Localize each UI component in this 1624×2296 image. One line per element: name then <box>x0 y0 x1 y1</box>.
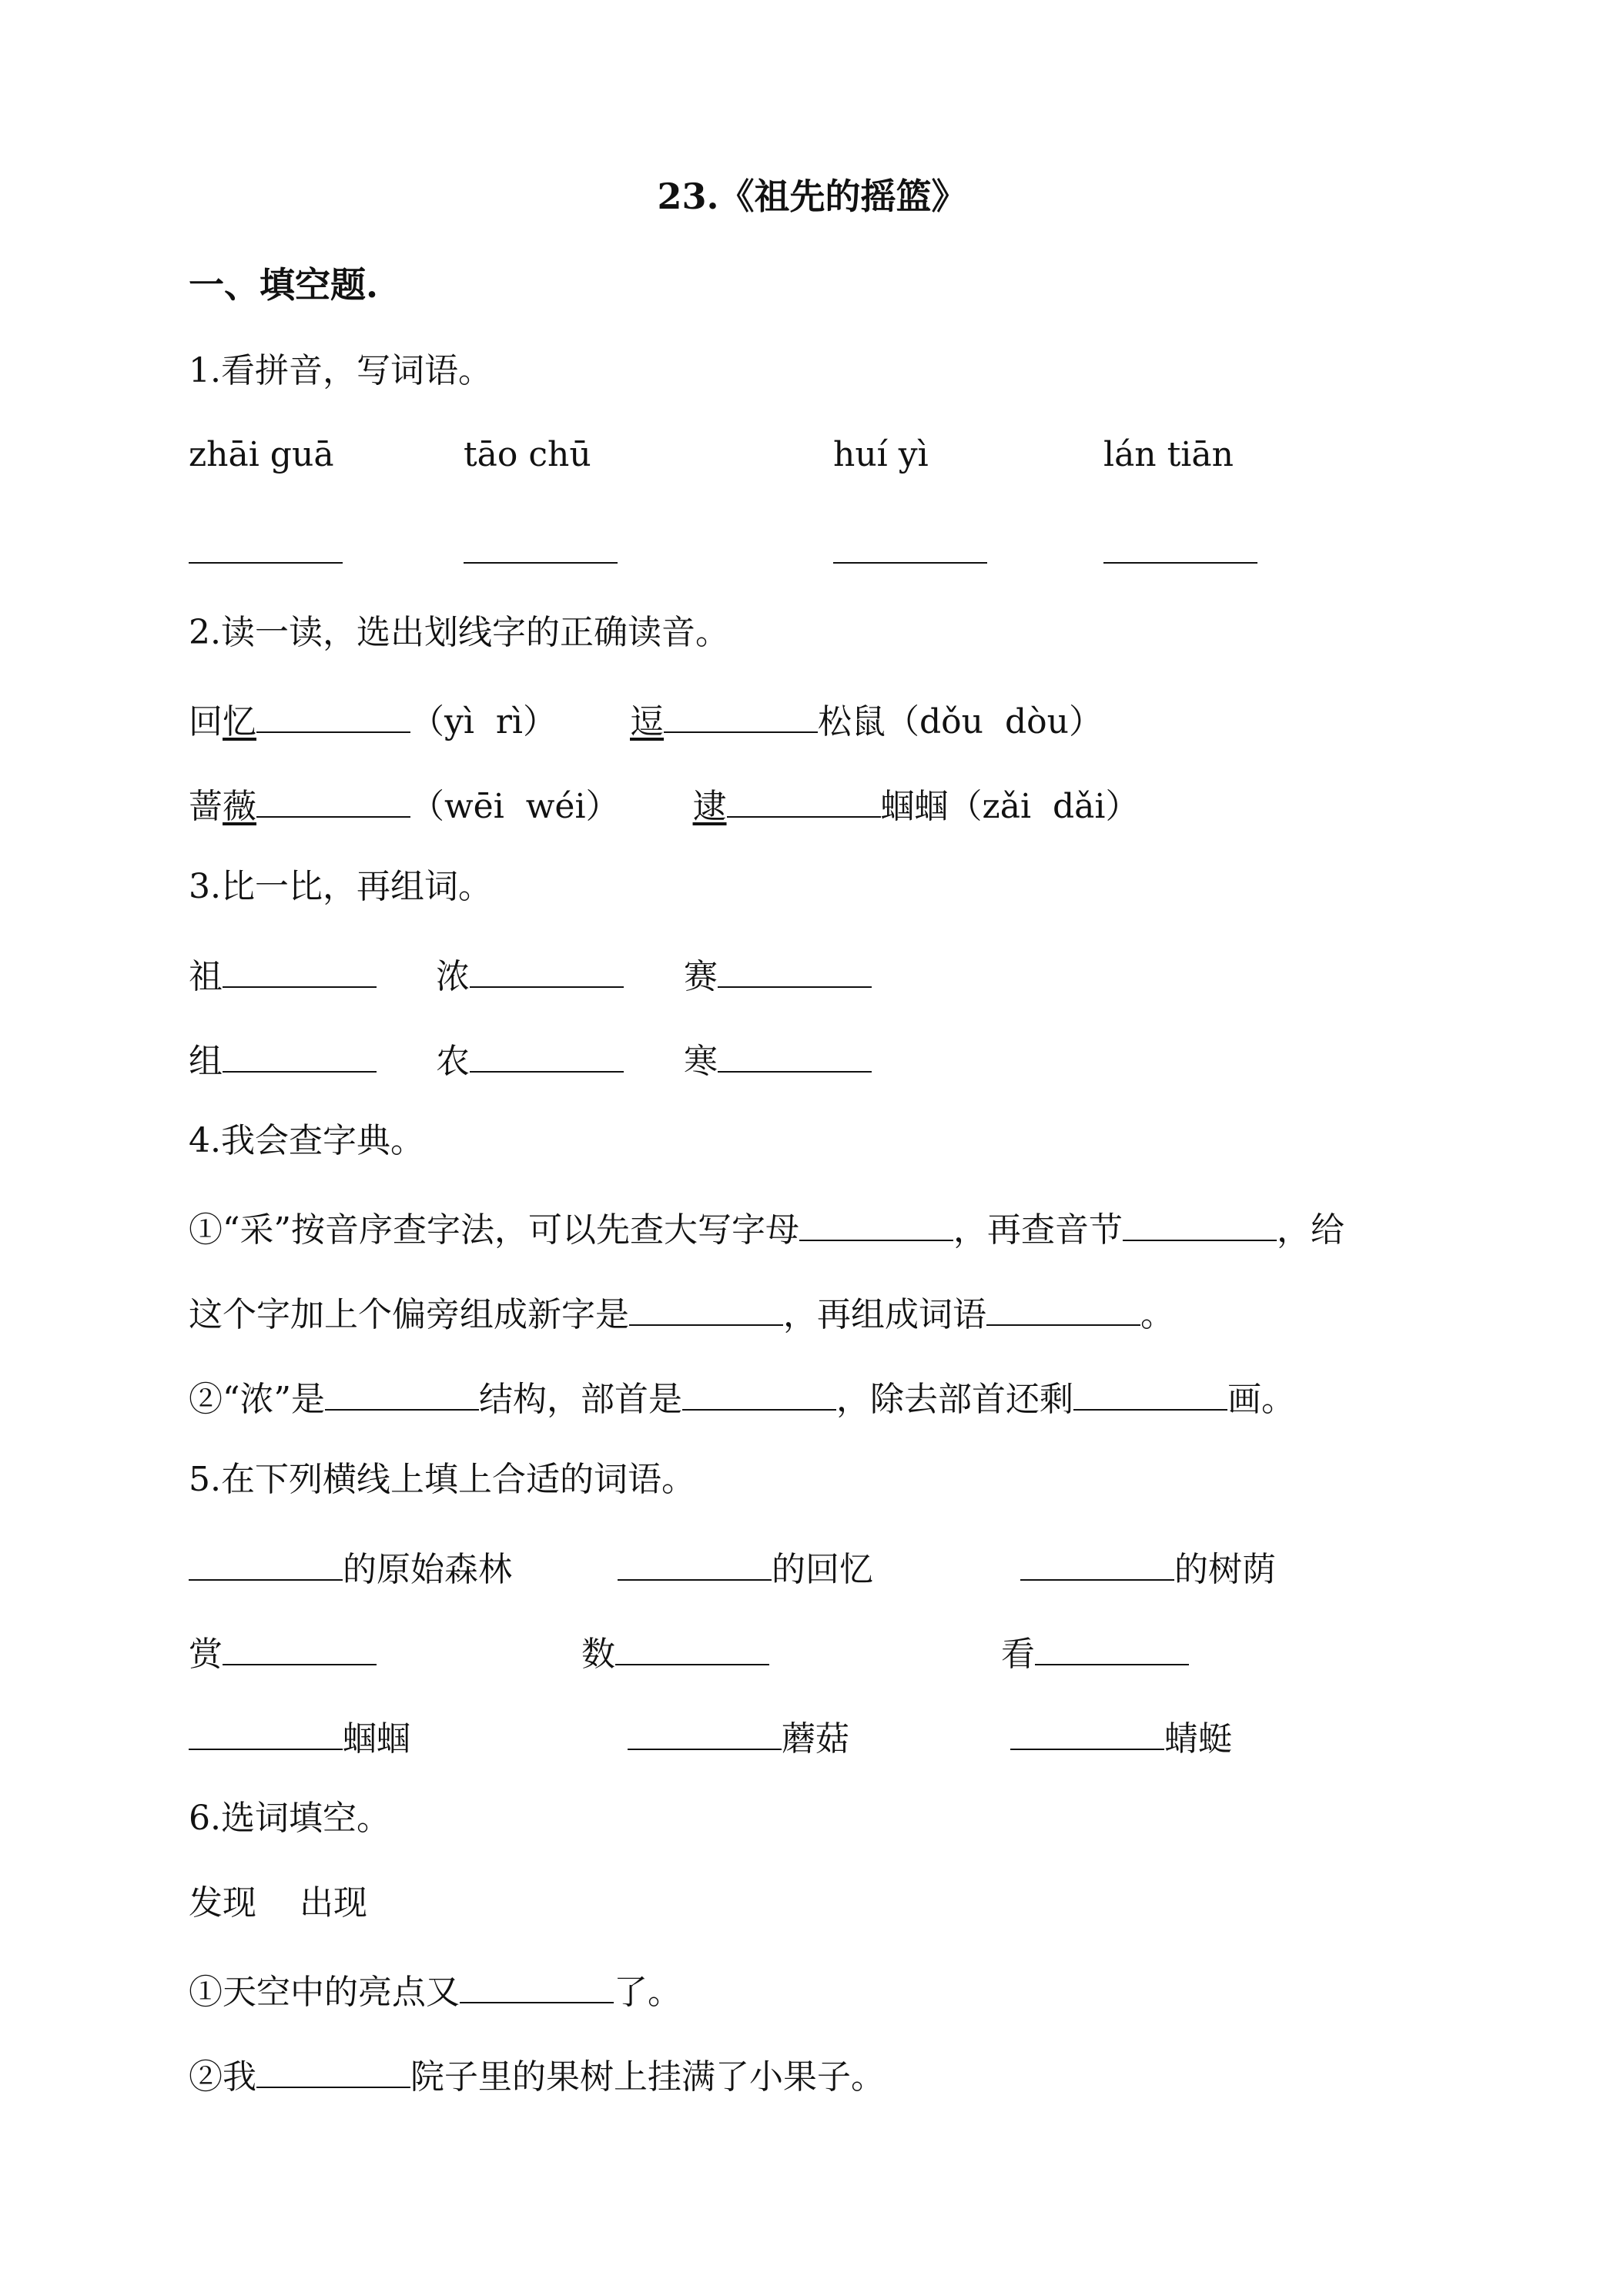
answer-blank[interactable] <box>460 1965 614 2003</box>
answer-blank[interactable] <box>256 2050 410 2088</box>
q5-item: 看 <box>1001 1626 1189 1675</box>
answer-blank[interactable] <box>464 525 618 564</box>
answer-blank[interactable] <box>682 1372 836 1411</box>
q3-prompt: 3.比一比，再组词。 <box>189 867 492 906</box>
q3-item: 寒 <box>684 1033 872 1083</box>
q4-line-3: ②“浓”是 结构，部首是 ，除去部首还剩 画。 <box>189 1372 1295 1418</box>
q2-options: （yì rì） <box>410 702 558 741</box>
q2-options: 蝈蝈（zǎi dǎi） <box>880 787 1140 826</box>
q5-prompt: 5.在下列横线上填上合适的词语。 <box>189 1460 695 1499</box>
answer-blank[interactable] <box>718 949 872 988</box>
q3-item: 浓 <box>436 949 624 998</box>
q5-item: 数 <box>581 1626 769 1675</box>
q5-item: 蝈蝈 <box>189 1711 410 1760</box>
q5-item: 赏 <box>189 1626 377 1675</box>
answer-blank[interactable] <box>223 949 377 988</box>
answer-blank[interactable] <box>628 1712 782 1750</box>
q1-pinyin-1: zhāi guā <box>189 435 334 474</box>
answer-blank[interactable] <box>615 1627 769 1665</box>
answer-blank[interactable] <box>223 1034 377 1073</box>
answer-blank[interactable] <box>189 1542 343 1581</box>
q5-item: 蘑菇 <box>628 1711 849 1760</box>
answer-blank[interactable] <box>1103 525 1257 564</box>
answer-blank[interactable] <box>833 525 987 564</box>
q1-pinyin-2: tāo chū <box>464 435 591 474</box>
answer-blank[interactable] <box>986 1287 1140 1326</box>
answer-blank[interactable] <box>727 779 881 818</box>
answer-blank[interactable] <box>256 694 410 733</box>
answer-blank[interactable] <box>1123 1203 1277 1241</box>
q4-prompt: 4.我会查字典。 <box>189 1121 424 1160</box>
answer-blank[interactable] <box>629 1287 783 1326</box>
q1-prompt: 1.看拼音，写词语。 <box>189 351 492 390</box>
answer-blank[interactable] <box>189 525 343 564</box>
q2-underlined-char: 忆 <box>223 702 256 741</box>
q5-item: 的原始森林 <box>189 1541 512 1591</box>
answer-blank[interactable] <box>470 1034 624 1073</box>
q1-pinyin-3: huí yì <box>833 435 929 474</box>
answer-blank[interactable] <box>1010 1712 1164 1750</box>
answer-blank[interactable] <box>664 694 818 733</box>
q5-item: 的回忆 <box>618 1541 873 1591</box>
answer-blank[interactable] <box>1020 1542 1174 1581</box>
q6-prompt: 6.选词填空。 <box>189 1799 390 1838</box>
q2-row-2 <box>189 779 1139 825</box>
answer-blank[interactable] <box>799 1203 953 1241</box>
q2-options: （wēi wéi） <box>410 787 620 826</box>
page-title: 23.《祖先的摇篮》 <box>657 176 967 217</box>
answer-blank[interactable] <box>718 1034 872 1073</box>
answer-blank[interactable] <box>223 1627 377 1665</box>
q2-underlined-char: 逮 <box>692 787 727 826</box>
q2-char: 回 <box>189 702 223 741</box>
answer-blank[interactable] <box>325 1372 479 1411</box>
q2-underlined-char: 逗 <box>630 702 665 741</box>
answer-blank[interactable] <box>618 1542 772 1581</box>
q5-item: 的树荫 <box>1020 1541 1276 1591</box>
q2-char: 蔷 <box>189 787 223 826</box>
q6-word-choices: 发现 出现 <box>189 1883 367 1923</box>
q1-pinyin-4: lán tiān <box>1103 435 1234 474</box>
answer-blank[interactable] <box>1073 1372 1227 1411</box>
q4-line-1: ①“采”按音序查字法，可以先查大写字母 ，再查音节 ，给 <box>189 1203 1344 1249</box>
q2-row-1 <box>189 694 1103 741</box>
q2-prompt: 2.读一读，选出划线字的正确读音。 <box>189 613 729 652</box>
q5-item: 蜻蜓 <box>1010 1711 1232 1760</box>
q6-sentence-1: ①天空中的亮点又 了。 <box>189 1965 681 2011</box>
q4-line-2: 这个字加上个偏旁组成新字是 ，再组成词语 。 <box>189 1287 1174 1334</box>
answer-blank[interactable] <box>256 779 410 818</box>
q3-item: 赛 <box>684 949 872 998</box>
q2-underlined-char: 薇 <box>223 787 256 826</box>
q3-item: 农 <box>436 1033 624 1083</box>
answer-blank[interactable] <box>1035 1627 1189 1665</box>
answer-blank[interactable] <box>189 1712 343 1750</box>
answer-blank[interactable] <box>470 949 624 988</box>
q3-item: 组 <box>189 1033 377 1083</box>
q6-sentence-2: ②我 院子里的果树上挂满了小果子。 <box>189 2050 885 2096</box>
section-heading: 一、填空题. <box>189 264 379 306</box>
q3-item: 祖 <box>189 949 377 998</box>
q2-options: 松鼠（dǒu dòu） <box>818 702 1103 741</box>
